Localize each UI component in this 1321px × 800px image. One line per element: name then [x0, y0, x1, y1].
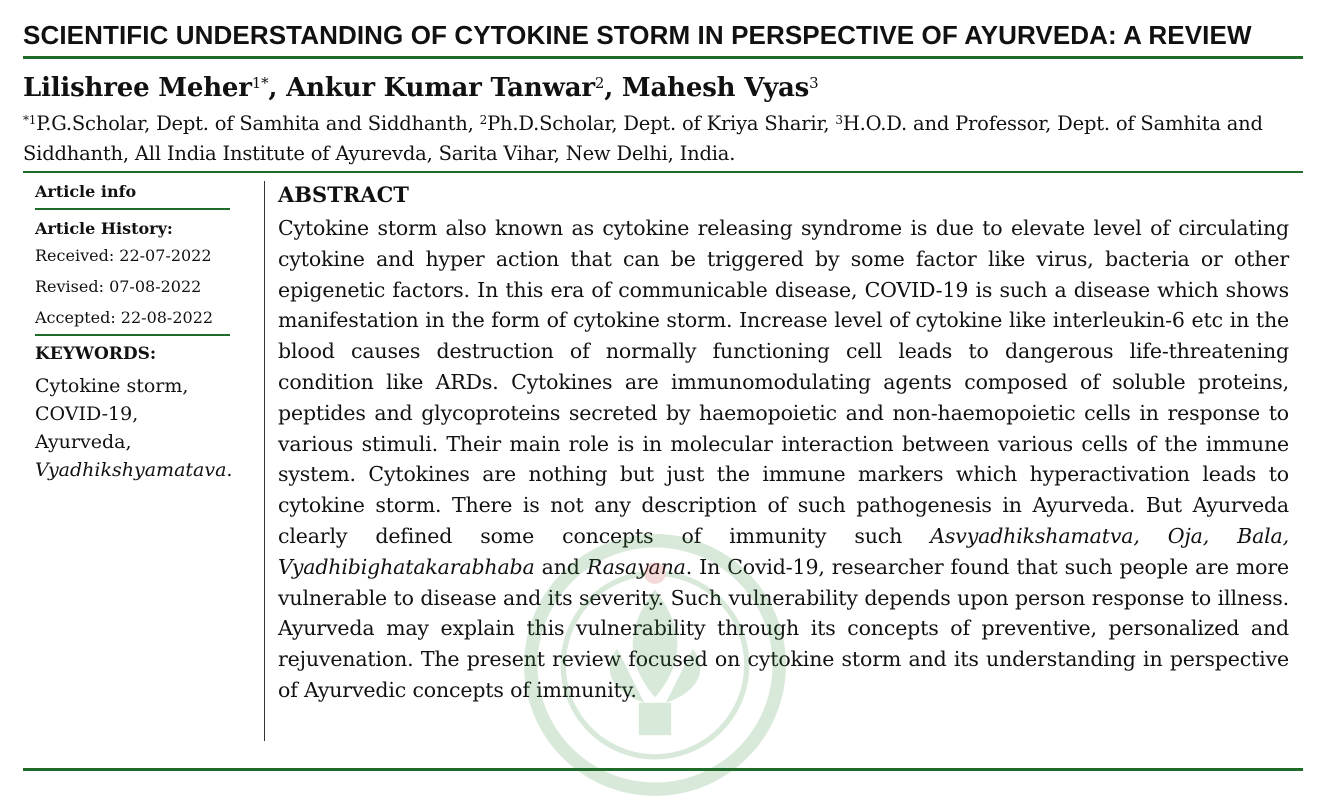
revised-date: Revised: 07-08-2022 [35, 277, 202, 296]
author-name: Mahesh Vyas [621, 73, 810, 103]
affiliation-text: H.O.D. and Professor, Dept. of Samhita and Siddhanth, All India Institute of Ayurevda, Sarita Vihar, New Delhi, India. [23, 112, 1263, 165]
author-name: Ankur Kumar Tanwar [286, 73, 595, 103]
author-mark: 1* [251, 74, 269, 92]
received-date: Received: 22-07-2022 [35, 246, 212, 265]
keyword: Cytokine storm, [35, 375, 189, 397]
column-divider [264, 181, 265, 741]
abstract-part: . In Covid-19, researcher found that such people are more vulnerable to disease and its severity. Such vulnerability depends upon person response to illness. Ayurveda may explain this vulnerability through its concepts of preventive, personalized and rejuvenation. The present review focused on cytokine storm and its understanding in perspective of Ayurvedic concepts of immunity. [278, 554, 1289, 702]
watermark-seal-icon [520, 530, 790, 800]
keyword-italic: Vyadhikshyamatava [35, 459, 227, 481]
abstract-part: Cytokine storm also known as cytokine releasing syndrome is due to elevate level of circulating cytokine and hyper action that can be triggered by some factor like virus, bacteria or other epigenetic factors. In this era of communicable disease, COVID-19 is such a disease which shows manifestation in the form of cytokine storm. Increase level of cytokine like interleukin-6 etc in the blood causes destruction of normally functioning cell leads to dangerous life-threatening condition like ARDs. Cytokines are immunomodulating agents composed of soluble proteins, peptides and glycoproteins secreted by haemopoietic and non-haemopoietic cells in response to various stimuli. Their main role is in molecular interaction between various cells of the immune system. Cytokines are nothing but just the immune markers which hyperactivation leads to cytokine storm. There is not any description of such pathogenesis in Ayurveda. But Ayurveda clearly defined some concepts of immunity such [278, 216, 1289, 548]
keyword: COVID-19, [35, 403, 139, 425]
keyword-end: . [226, 459, 233, 481]
paper-title: SCIENTIFIC UNDERSTANDING OF CYTOKINE STORM IN PERSPECTIVE OF AYURVEDA: A REVIEW [23, 20, 1252, 50]
article-history-label: Article History: [35, 219, 173, 238]
abstract-italic: Rasayana [586, 554, 686, 579]
abstract-italic: Asvyadhikshamatva, Oja, Bala, Vyadhibighatakarabhaba [278, 523, 1289, 579]
article-info-sidebar [35, 173, 255, 484]
affiliation-mark: 3 [835, 113, 843, 127]
keyword [35, 456, 255, 484]
author-name: Lilishree Meher [23, 73, 252, 103]
accepted-date: Accepted: 22-08-2022 [35, 308, 214, 327]
affiliation-text: P.G.Scholar, Dept. of Samhita and Siddhanth, [36, 112, 480, 135]
keyword-list [35, 372, 255, 484]
affiliation-mark: 2 [479, 113, 488, 127]
abstract-part: and [534, 554, 587, 579]
abstract-heading: ABSTRACT [278, 182, 409, 207]
article-info-label: Article info [35, 182, 137, 201]
sidebar-rule [35, 334, 230, 336]
keywords-label: KEYWORDS: [35, 344, 157, 364]
affiliation-text: Ph.D.Scholar, Dept. of Kriya Sharir, [487, 112, 836, 135]
author-mark: 3 [809, 74, 819, 92]
keyword: Ayurveda, [35, 431, 132, 453]
affiliation [23, 105, 1303, 169]
author-mark: 2 [594, 74, 605, 92]
affiliation-mark: *1 [23, 113, 37, 127]
sidebar-rule [35, 208, 230, 210]
author-list: Lilishree Meher$^{1*}$, Ankur Kumar Tanwar$^2$, Mahesh Vyas$^3$ [23, 73, 819, 103]
footer-rule [23, 768, 1303, 771]
